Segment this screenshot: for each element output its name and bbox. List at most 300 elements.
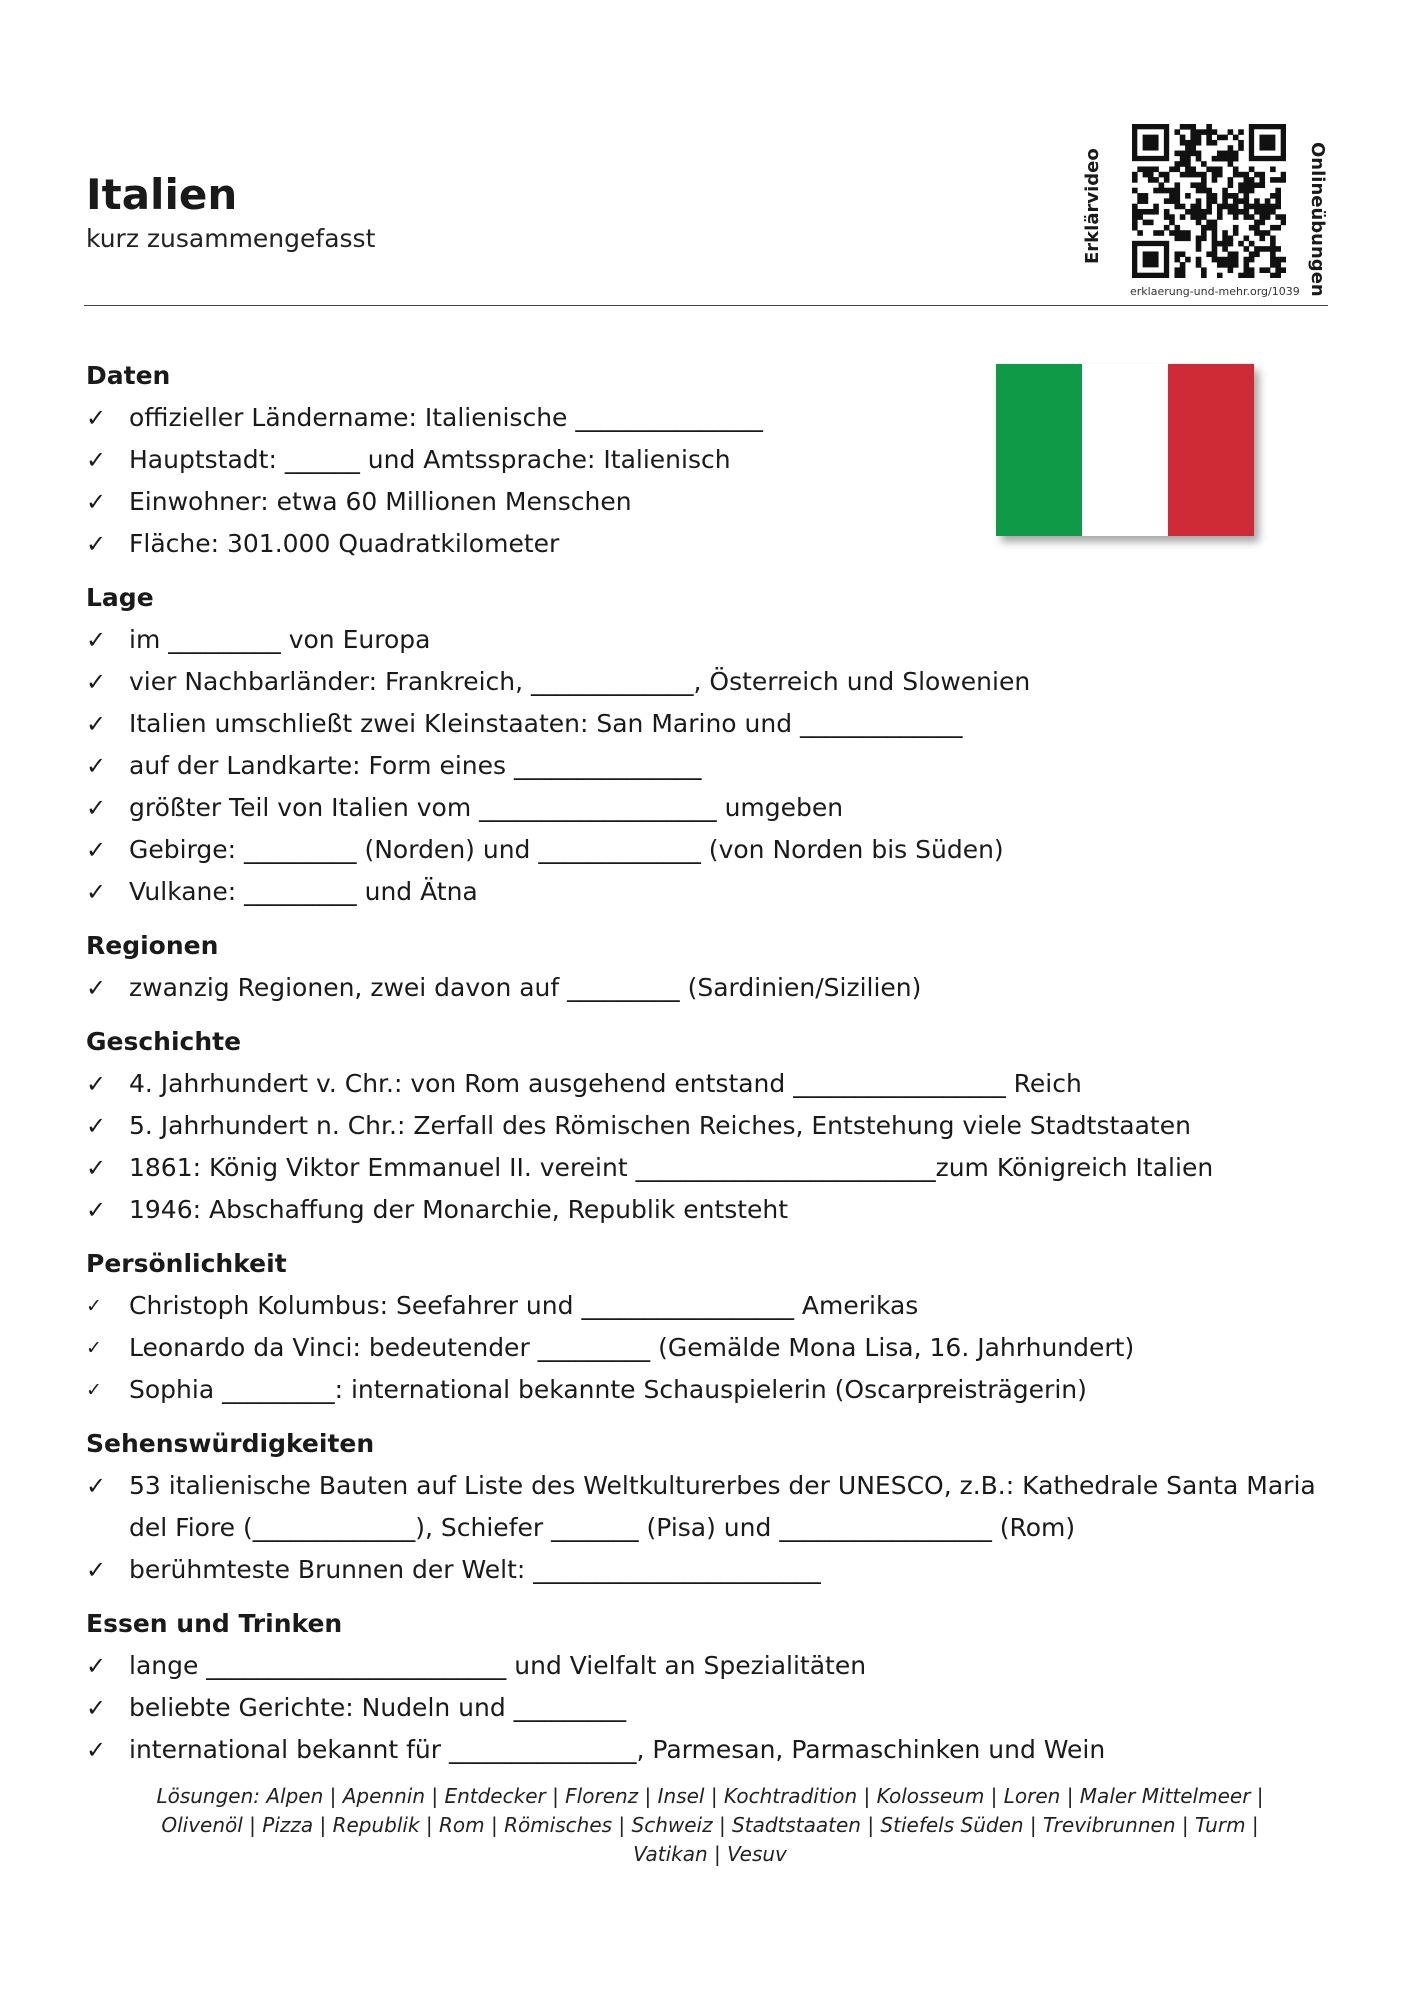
qr-module	[1180, 135, 1186, 141]
qr-module	[1238, 140, 1244, 146]
qr-module	[1174, 182, 1180, 188]
qr-module	[1169, 214, 1175, 220]
exercises-label: Onlineübungen	[1307, 142, 1328, 297]
qr-module	[1259, 204, 1265, 210]
list-item-text: offizieller Ländername: Italienische _______________	[129, 403, 763, 432]
qr-module	[1132, 188, 1138, 194]
list-item	[86, 1369, 1336, 1411]
qr-module	[1275, 188, 1281, 194]
qr-module	[1222, 135, 1228, 141]
qr-module	[1249, 273, 1255, 278]
checkmark-icon: ✓	[86, 1556, 107, 1584]
checkmark-icon: ✓	[86, 1070, 107, 1098]
qr-module	[1238, 198, 1244, 204]
qr-module	[1190, 204, 1196, 210]
qr-module	[1132, 172, 1138, 178]
qr-module	[1265, 246, 1271, 252]
checkmark-icon: ✓	[86, 878, 107, 906]
qr-module	[1212, 251, 1218, 257]
checkmark-icon: ✓	[86, 1472, 107, 1500]
qr-module	[1238, 182, 1244, 188]
section-heading: Regionen	[86, 931, 219, 960]
qr-module	[1217, 273, 1223, 278]
list-item	[86, 745, 1336, 787]
qr-module	[1164, 172, 1170, 178]
qr-module	[1169, 166, 1175, 172]
qr-module	[1212, 177, 1218, 183]
qr-module	[1180, 151, 1186, 157]
qr-module	[1148, 166, 1154, 172]
checkmark-icon: ✓	[86, 794, 107, 822]
qr-module	[1281, 267, 1286, 273]
qr-module	[1254, 182, 1260, 188]
qr-module	[1180, 172, 1186, 178]
qr-module	[1212, 129, 1218, 135]
qr-module	[1244, 182, 1250, 188]
qr-module	[1244, 198, 1250, 204]
checkmark-icon: ✓	[86, 1379, 102, 1401]
list-item-text: Leonardo da Vinci: bedeutender _________ (Gemälde Mona Lisa, 16. Jahrhundert)	[129, 1333, 1135, 1362]
qr-module	[1174, 198, 1180, 204]
qr-module	[1217, 241, 1223, 247]
checkmark-icon: ✓	[86, 488, 107, 516]
qr-module	[1281, 220, 1286, 226]
section-essen-und-trinken	[86, 1603, 1336, 1771]
qr-module	[1196, 129, 1202, 135]
qr-module	[1174, 230, 1180, 236]
section-lage	[86, 577, 1336, 913]
qr-module	[1169, 220, 1175, 226]
qr-module	[1174, 188, 1180, 194]
qr-module	[1206, 225, 1212, 231]
list-item	[86, 1189, 1336, 1231]
qr-module	[1143, 209, 1149, 215]
qr-module	[1228, 177, 1234, 183]
qr-module	[1275, 273, 1281, 278]
checkmark-icon: ✓	[86, 446, 107, 474]
header-divider	[84, 305, 1328, 306]
qr-module	[1238, 273, 1244, 278]
qr-module	[1233, 214, 1239, 220]
qr-module	[1196, 140, 1202, 146]
qr-module	[1249, 177, 1255, 183]
qr-module	[1222, 230, 1228, 236]
qr-module	[1270, 166, 1276, 172]
qr-module	[1212, 198, 1218, 204]
qr-module	[1143, 172, 1149, 178]
qr-url: erklaerung-und-mehr.org/1039	[1130, 285, 1300, 298]
qr-module	[1137, 209, 1143, 215]
qr-module	[1222, 204, 1228, 210]
qr-module	[1259, 177, 1265, 183]
list-item-text: Gebirge: _________ (Norden) und _____________ (von Norden bis Süden)	[129, 835, 1004, 864]
list-item-text: beliebte Gerichte: Nudeln und _________	[129, 1693, 627, 1722]
qr-module	[1137, 166, 1143, 172]
qr-module	[1196, 151, 1202, 157]
qr-module	[1275, 177, 1281, 183]
qr-module	[1222, 246, 1228, 252]
qr-module	[1180, 236, 1186, 242]
list-item-text: international bekannt für _______________, Parmesan, Parmaschinken und Wein	[129, 1735, 1106, 1764]
qr-module	[1137, 198, 1143, 204]
qr-module	[1196, 182, 1202, 188]
qr-module	[1222, 198, 1228, 204]
list-item	[86, 787, 1336, 829]
qr-module	[1143, 193, 1149, 199]
qr-module	[1174, 225, 1180, 231]
qr-module	[1249, 251, 1255, 257]
page-subtitle: kurz zusammengefasst	[86, 224, 376, 253]
qr-module	[1206, 188, 1212, 194]
qr-module	[1228, 182, 1234, 188]
qr-module	[1201, 188, 1207, 194]
qr-module	[1254, 220, 1260, 226]
qr-module	[1196, 257, 1202, 263]
qr-module	[1238, 129, 1244, 135]
qr-module	[1233, 156, 1239, 162]
qr-module	[1201, 177, 1207, 183]
qr-module	[1164, 188, 1170, 194]
qr-module	[1212, 140, 1218, 146]
qr-module	[1206, 204, 1212, 210]
qr-module	[1238, 145, 1244, 151]
solutions-box: Lösungen: Alpen | Apennin | Entdecker | Florenz | Insel | Kochtradition | Kolosseum | Loren | Maler Mittelmeer | Olivenöl | Pizza | Republik | Rom | Römisches | Schweiz | Stadtstaaten | Stiefels Süden | Trevibrunnen | Turm | Vatikan | Vesuv	[156, 1784, 1264, 1866]
qr-module	[1249, 182, 1255, 188]
qr-module	[1270, 262, 1276, 268]
qr-module	[1275, 246, 1281, 252]
list-item	[86, 661, 1336, 703]
qr-module	[1233, 166, 1239, 172]
qr-module	[1190, 166, 1196, 172]
qr-module	[1254, 230, 1260, 236]
list-item	[86, 703, 1336, 745]
qr-module	[1206, 140, 1212, 146]
qr-module	[1275, 198, 1281, 204]
qr-module	[1132, 209, 1138, 215]
qr-module	[1169, 230, 1175, 236]
list-item-text: lange ________________________ und Vielfalt an Spezialitäten	[129, 1651, 867, 1680]
qr-module	[1180, 124, 1186, 130]
qr-module	[1196, 220, 1202, 226]
qr-module	[1228, 156, 1234, 162]
checkmark-icon: ✓	[86, 404, 107, 432]
qr-module	[1212, 166, 1218, 172]
qr-module	[1228, 129, 1234, 135]
qr-module	[1196, 241, 1202, 247]
qr-module	[1143, 198, 1149, 204]
list-item-text: Italien umschließt zwei Kleinstaaten: San Marino und _____________	[129, 709, 963, 738]
qr-module	[1265, 209, 1271, 215]
qr-module	[1228, 151, 1234, 157]
qr-module	[1190, 172, 1196, 178]
qr-module	[1143, 166, 1149, 172]
list-item	[86, 1549, 1336, 1591]
qr-module	[1212, 193, 1218, 199]
qr-module	[1212, 225, 1218, 231]
qr-module	[1265, 230, 1271, 236]
list-item-text: 5. Jahrhundert n. Chr.: Zerfall des Römischen Reiches, Entstehung viele Stadtstaaten	[129, 1111, 1191, 1140]
checkmark-icon: ✓	[86, 836, 107, 864]
qr-module	[1244, 267, 1250, 273]
checkmark-icon: ✓	[86, 752, 107, 780]
qr-module	[1217, 204, 1223, 210]
qr-module	[1201, 273, 1207, 278]
list-item-text: Vulkane: _________ und Ätna	[129, 877, 478, 906]
qr-module	[1164, 209, 1170, 215]
qr-module	[1201, 182, 1207, 188]
qr-module	[1169, 193, 1175, 199]
list-item-text: Sophia _________: international bekannte Schauspielerin (Oscarpreisträgerin)	[129, 1375, 1087, 1404]
qr-module	[1281, 172, 1286, 178]
qr-module	[1265, 198, 1271, 204]
qr-module	[1281, 177, 1286, 183]
list-item	[86, 397, 1336, 439]
qr-module	[1270, 273, 1276, 278]
checkmark-icon: ✓	[86, 1112, 107, 1140]
qr-code-graphic	[1132, 124, 1286, 278]
qr-module	[1206, 129, 1212, 135]
qr-module	[1233, 230, 1239, 236]
qr-module	[1212, 172, 1218, 178]
checkmark-icon: ✓	[86, 1694, 107, 1722]
qr-module	[1217, 172, 1223, 178]
qr-code-icon[interactable]	[1132, 124, 1286, 278]
list-item	[86, 829, 1336, 871]
list-item-text: Fläche: 301.000 Quadratkilometer	[129, 529, 560, 558]
qr-module	[1233, 257, 1239, 263]
qr-module	[1217, 151, 1223, 157]
qr-module	[1259, 230, 1265, 236]
checkmark-icon: ✓	[86, 530, 107, 558]
qr-module	[1180, 262, 1186, 268]
qr-module	[1212, 236, 1218, 242]
qr-module	[1233, 172, 1239, 178]
list-item	[86, 1063, 1336, 1105]
qr-module	[1206, 166, 1212, 172]
qr-module	[1148, 209, 1154, 215]
qr-module	[1270, 193, 1276, 199]
section-persönlichkeit	[86, 1243, 1336, 1411]
qr-module	[1259, 214, 1265, 220]
qr-module	[1201, 236, 1207, 242]
qr-module	[1233, 209, 1239, 215]
qr-module	[1185, 124, 1191, 130]
qr-module	[1270, 225, 1276, 231]
section-heading: Persönlichkeit	[86, 1249, 287, 1278]
list-item-text: 1861: König Viktor Emmanuel II. vereint ________________________zum Königreich Italien	[129, 1153, 1214, 1182]
qr-module	[1249, 257, 1255, 263]
qr-module	[1228, 251, 1234, 257]
qr-module	[1270, 251, 1276, 257]
qr-module	[1233, 262, 1239, 268]
qr-module	[1275, 204, 1281, 210]
qr-module	[1259, 220, 1265, 226]
qr-module	[1153, 188, 1159, 194]
qr-module	[1259, 209, 1265, 215]
qr-module	[1180, 251, 1186, 257]
qr-module	[1259, 182, 1265, 188]
qr-module	[1137, 193, 1143, 199]
qr-module	[1180, 214, 1186, 220]
list-item-text: Einwohner: etwa 60 Millionen Menschen	[129, 487, 632, 516]
qr-module	[1164, 177, 1170, 183]
qr-module	[1201, 225, 1207, 231]
qr-module	[1249, 166, 1255, 172]
qr-module	[1190, 140, 1196, 146]
qr-module	[1254, 251, 1260, 257]
qr-module	[1275, 193, 1281, 199]
list-item-text: 53 italienische Bauten auf Liste des Weltkulturerbes der UNESCO, z.B.: Kathedrale Santa Maria del Fiore (_____________), Schiefer _______ (Pisa) und _________________ (Rom)	[129, 1471, 1316, 1542]
checkmark-icon: ✓	[86, 1652, 107, 1680]
checkmark-icon: ✓	[86, 710, 107, 738]
section-regionen	[86, 925, 1336, 1009]
qr-module	[1159, 182, 1165, 188]
qr-module	[1174, 273, 1180, 278]
qr-module	[1174, 204, 1180, 210]
qr-module	[1206, 193, 1212, 199]
qr-module	[1137, 230, 1143, 236]
list-item-text: berühmteste Brunnen der Welt: _______________________	[129, 1555, 821, 1584]
qr-module	[1228, 257, 1234, 263]
qr-module	[1233, 251, 1239, 257]
qr-module	[1190, 182, 1196, 188]
qr-module	[1159, 172, 1165, 178]
section-heading: Essen und Trinken	[86, 1609, 343, 1638]
qr-module	[1212, 241, 1218, 247]
qr-module	[1185, 172, 1191, 178]
qr-module	[1233, 198, 1239, 204]
list-item-text: 4. Jahrhundert v. Chr.: von Rom ausgehend entstand _________________ Reich	[129, 1069, 1082, 1098]
qr-module	[1132, 177, 1138, 183]
qr-module	[1196, 135, 1202, 141]
qr-module	[1185, 145, 1191, 151]
checkmark-icon: ✓	[86, 668, 107, 696]
list-item-text: größter Teil von Italien vom ___________________ umgeben	[129, 793, 844, 822]
qr-module	[1153, 230, 1159, 236]
qr-module	[1201, 214, 1207, 220]
list-item	[86, 1327, 1336, 1369]
qr-module	[1201, 129, 1207, 135]
qr-module	[1196, 236, 1202, 242]
qr-finder-pattern	[1259, 135, 1275, 151]
qr-module	[1244, 204, 1250, 210]
qr-module	[1244, 214, 1250, 220]
qr-module	[1270, 209, 1276, 215]
qr-module	[1174, 267, 1180, 273]
qr-module	[1259, 172, 1265, 178]
qr-module	[1201, 161, 1207, 167]
qr-module	[1153, 177, 1159, 183]
qr-module	[1275, 214, 1281, 220]
qr-module	[1201, 172, 1207, 178]
qr-module	[1185, 209, 1191, 215]
qr-module	[1228, 193, 1234, 199]
qr-module	[1228, 241, 1234, 247]
qr-module	[1185, 161, 1191, 167]
qr-module	[1265, 214, 1271, 220]
qr-module	[1228, 262, 1234, 268]
qr-module	[1212, 230, 1218, 236]
qr-module	[1265, 204, 1271, 210]
qr-module	[1206, 124, 1212, 130]
qr-module	[1206, 198, 1212, 204]
section-heading: Lage	[86, 583, 154, 612]
qr-module	[1190, 145, 1196, 151]
qr-module	[1132, 204, 1138, 210]
qr-module	[1270, 236, 1276, 242]
qr-module	[1212, 156, 1218, 162]
qr-module	[1174, 129, 1180, 135]
qr-module	[1259, 246, 1265, 252]
qr-module	[1244, 236, 1250, 242]
qr-module	[1244, 273, 1250, 278]
list-item	[86, 1285, 1336, 1327]
qr-module	[1233, 204, 1239, 210]
qr-module	[1254, 172, 1260, 178]
qr-module	[1270, 177, 1276, 183]
qr-module	[1244, 262, 1250, 268]
list-item-text: auf der Landkarte: Form eines _______________	[129, 751, 702, 780]
qr-module	[1238, 209, 1244, 215]
qr-module	[1190, 129, 1196, 135]
qr-module	[1222, 262, 1228, 268]
section-sehenswürdigkeiten	[86, 1423, 1336, 1591]
qr-module	[1254, 198, 1260, 204]
list-item-text: zwanzig Regionen, zwei davon auf _________ (Sardinien/Sizilien)	[129, 973, 922, 1002]
qr-module	[1185, 166, 1191, 172]
qr-module	[1217, 156, 1223, 162]
qr-module	[1153, 209, 1159, 215]
qr-module	[1174, 257, 1180, 263]
qr-module	[1275, 257, 1281, 263]
qr-module	[1249, 241, 1255, 247]
qr-module	[1164, 214, 1170, 220]
checkmark-icon: ✓	[86, 626, 107, 654]
qr-module	[1206, 220, 1212, 226]
qr-module	[1217, 135, 1223, 141]
qr-module	[1169, 188, 1175, 194]
qr-finder-pattern	[1143, 135, 1159, 151]
qr-module	[1164, 198, 1170, 204]
qr-module	[1174, 236, 1180, 242]
qr-module	[1222, 188, 1228, 194]
qr-module	[1185, 156, 1191, 162]
list-item	[86, 619, 1336, 661]
qr-module	[1212, 257, 1218, 263]
qr-module	[1249, 188, 1255, 194]
checkmark-icon: ✓	[86, 1295, 102, 1317]
qr-module	[1270, 246, 1276, 252]
list-item	[86, 1687, 1336, 1729]
qr-module	[1254, 225, 1260, 231]
qr-module	[1222, 257, 1228, 263]
qr-module	[1275, 262, 1281, 268]
qr-module	[1180, 204, 1186, 210]
qr-module	[1185, 230, 1191, 236]
qr-module	[1196, 214, 1202, 220]
list-item	[86, 1465, 1336, 1549]
section-heading: Daten	[86, 361, 171, 390]
list-item	[86, 1105, 1336, 1147]
qr-module	[1222, 151, 1228, 157]
list-item	[86, 481, 1336, 523]
qr-module	[1217, 262, 1223, 268]
qr-module	[1180, 161, 1186, 167]
qr-module	[1206, 209, 1212, 215]
qr-module	[1222, 236, 1228, 242]
qr-module	[1249, 225, 1255, 231]
qr-module	[1217, 257, 1223, 263]
